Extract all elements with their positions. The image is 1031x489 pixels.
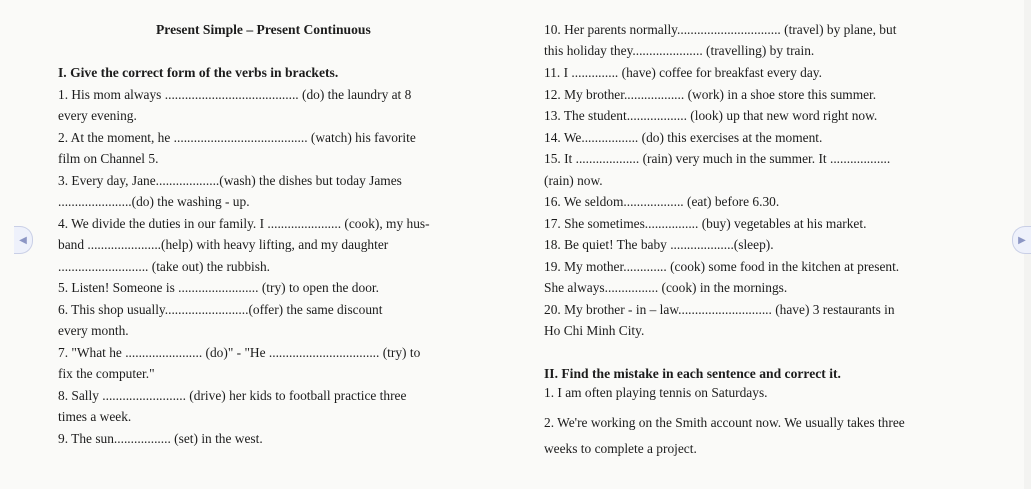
exercise-line: 14. We................. (do) this exercises at the moment. xyxy=(544,130,823,145)
section-1-heading: I. Give the correct form of the verbs in brackets. xyxy=(58,65,339,80)
exercise-line: 12. My brother.................. (work) in a shoe store this summer. xyxy=(544,87,877,102)
mistake-sentence: weeks to complete a project. xyxy=(544,441,697,456)
chevron-right-icon: ▶ xyxy=(1018,234,1026,246)
exercise-line: every month. xyxy=(58,323,129,338)
exercise-line: times a week. xyxy=(58,409,132,424)
exercise-line: 8. Sally ......................... (drive) her kids to football practice three xyxy=(58,388,407,403)
exercise-line: 5. Listen! Someone is ........................ (try) to open the door. xyxy=(58,280,379,295)
exercise-line: ......................(do) the washing - up. xyxy=(58,194,250,209)
exercise-line: band ......................(help) with heavy lifting, and my daughter xyxy=(58,237,389,252)
exercise-line: 6. This shop usually.........................(offer) the same discount xyxy=(58,302,383,317)
section-2-heading: II. Find the mistake in each sentence and correct it. xyxy=(544,366,841,381)
exercise-line: 19. My mother............. (cook) some food in the kitchen at present. xyxy=(544,259,900,274)
exercise-line: 10. Her parents normally............................... (travel) by plane, but xyxy=(544,22,897,37)
exercise-line: (rain) now. xyxy=(544,173,603,188)
exercise-line: She always................ (cook) in the mornings. xyxy=(544,280,788,295)
exercise-line: 2. At the moment, he ........................................ (watch) his favorite xyxy=(58,130,416,145)
mistake-sentence: 1. I am often playing tennis on Saturdays. xyxy=(544,385,768,400)
exercise-line: 16. We seldom.................. (eat) before 6.30. xyxy=(544,194,780,209)
exercise-line: ........................... (take out) the rubbish. xyxy=(58,259,270,274)
exercise-line: this holiday they..................... (travelling) by train. xyxy=(544,43,815,58)
exercise-line: 1. His mom always ........................................ (do) the laundry at 8 xyxy=(58,87,412,102)
exercise-line: 3. Every day, Jane...................(wash) the dishes but today James xyxy=(58,173,402,188)
exercise-line: 11. I .............. (have) coffee for breakfast every day. xyxy=(544,65,822,80)
exercise-line: 9. The sun................. (set) in the west. xyxy=(58,431,263,446)
exercise-line: 7. "What he ....................... (do)" - "He ................................. (try) to xyxy=(58,345,421,360)
exercise-line: 18. Be quiet! The baby ...................(sleep). xyxy=(544,237,774,252)
exercise-line: Ho Chi Minh City. xyxy=(544,323,645,338)
exercise-line: 20. My brother - in – law............................ (have) 3 restaurants in xyxy=(544,302,895,317)
mistake-sentence: 2. We're working on the Smith account now. We usually takes three xyxy=(544,415,905,430)
exercise-line: 17. She sometimes................ (buy) vegetables at his market. xyxy=(544,216,867,231)
prev-page-button[interactable] xyxy=(14,226,33,254)
exercise-line: 13. The student.................. (look) up that new word right now. xyxy=(544,108,878,123)
next-page-button[interactable] xyxy=(1012,226,1031,254)
exercise-line: 15. It ................... (rain) very much in the summer. It .................. xyxy=(544,151,891,166)
exercise-line: every evening. xyxy=(58,108,137,123)
exercise-line: fix the computer." xyxy=(58,366,155,381)
exercise-line: film on Channel 5. xyxy=(58,151,159,166)
chevron-left-icon: ◀ xyxy=(19,234,27,246)
exercise-line: 4. We divide the duties in our family. I ...................... (cook), my hus- xyxy=(58,216,430,231)
worksheet-title: Present Simple – Present Continuous xyxy=(156,22,371,37)
